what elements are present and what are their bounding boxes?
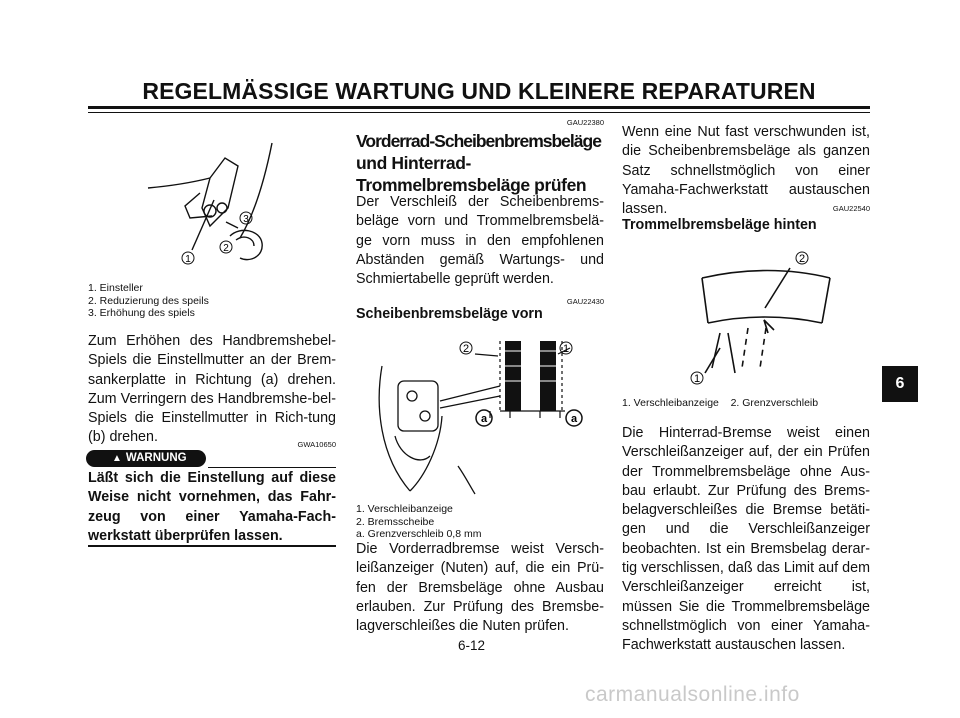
callout-2: 2 xyxy=(462,343,470,355)
page-number: 6-12 xyxy=(458,638,486,653)
callout-2: 2 xyxy=(223,243,229,254)
front-disc-pad-figure xyxy=(370,326,590,496)
front-pads-text: Die Vorderradbremse weist Versch-leißanzeiger (Nuten) auf, die ein Prü-fen der Bremsbeläge ohne Ausbau erlauben. Zur Prüfung des Bremsbe-lagverschleißes die Nuten prüfen. xyxy=(356,541,604,635)
callout-1: 1 xyxy=(562,343,570,355)
section-code-3: GAU22540 xyxy=(832,204,870,213)
header-rule-thick xyxy=(88,106,870,109)
page-header-title: REGELMÄSSIGE WARTUNG UND KLEINERE REPARATUREN xyxy=(142,78,816,104)
warning-label: WARNUNG xyxy=(125,452,187,464)
section-heading xyxy=(356,130,606,196)
warning-triangle-icon: ▲ xyxy=(112,453,122,464)
figure-caption-3: 1. Verschleibanzeige 2. Grenzverschleib xyxy=(622,397,819,409)
caption-item: 1. Einsteller xyxy=(88,282,143,294)
warning-badge xyxy=(86,450,206,467)
figure-captions-2 xyxy=(356,503,604,541)
replace-pads-text: Wenn eine Nut fast verschwunden ist, die Scheibenbremsbeläge als ganzen Satz schnellstmöglich von einer Yamaha-Fachwerkstatt austauschen lassen. xyxy=(622,124,870,218)
rear-shoes-text: Die Hinterrad-Bremse weist einen Verschleißanzeiger auf, der ein Prüfen der Trommelbremsbeläge ohne Aus-bau erlaubt. Zur Prüfung des Brems-belagverschleißes die Bremse betäti-gen und die Verschleißanzeiger beobachten. Ist ein Bremsbelag derar-tig verschlissen, daß das Limit auf dem Verschleißanzeiger erreicht ist, müssen Sie die Trommelbremsbeläge schnellstmöglich von einer Yamaha-Fachwerkstatt austauschen lassen. xyxy=(622,425,870,654)
heading-line: Trommelbremsbeläge prüfen xyxy=(356,175,587,195)
section-intro: Der Verschleiß der Scheibenbrems-beläge vorn und Trommelbremsbelä-ge vorn muss in den empfohlenen Abständen gemäß Wartungs- und Schmiertabelle geprüft werden. xyxy=(356,194,604,288)
handbrake-instructions: Zum Erhöhen des Handbremshebel-Spiels die Einstellmutter an der Brem-sankerplatte in Richtung (a) drehen. Zum Verringern des Handbremshe-bel-Spiels die Einstellmutter in Rich-tung (b) drehen. xyxy=(88,333,336,446)
callout-a: a xyxy=(480,413,488,425)
section-code-2: GAU22430 xyxy=(566,297,604,306)
figure-captions-1 xyxy=(88,282,328,320)
heading-line: Vorderrad-Scheibenbremsbeläge xyxy=(356,131,601,151)
caption-item: 1. Verschleibanzeige xyxy=(356,503,453,515)
warning-code: GWA10650 xyxy=(297,440,336,449)
caption-item: a. Grenzverschleib 0,8 mm xyxy=(356,528,482,540)
subheading-front-pads: Scheibenbremsbeläge vorn xyxy=(356,306,543,322)
caption-item: 2. Reduzierung des speils xyxy=(88,294,209,307)
callout-1: 1 xyxy=(693,373,701,385)
warning-text: Läßt sich die Einstellung auf diese Weise nicht vornehmen, das Fahr-zeug von einer Yamaha-Fach-werkstatt überprüfen lassen. xyxy=(88,470,336,544)
chapter-tab: 6 xyxy=(882,366,918,402)
warning-rule-top xyxy=(208,467,336,468)
caption-item: 3. Erhöhung des spiels xyxy=(88,307,195,319)
warning-rule-bottom xyxy=(88,545,336,547)
section-code-1: GAU22380 xyxy=(566,118,604,127)
heading-line: und Hinterrad- xyxy=(356,153,471,173)
caption-item: 2. Bremsscheibe xyxy=(356,515,435,528)
handbrake-adjuster-figure xyxy=(140,138,290,273)
header-rule-thin xyxy=(88,112,870,113)
subheading-rear-shoes: Trommelbremsbeläge hinten xyxy=(622,217,817,233)
watermark-text: carmanualsonline.info xyxy=(585,683,800,706)
rear-drum-indicator-figure xyxy=(690,248,840,388)
callout-2: 2 xyxy=(798,253,806,265)
callout-3: 3 xyxy=(243,214,249,225)
callout-1: 1 xyxy=(185,254,191,265)
callout-a: a xyxy=(570,413,578,425)
